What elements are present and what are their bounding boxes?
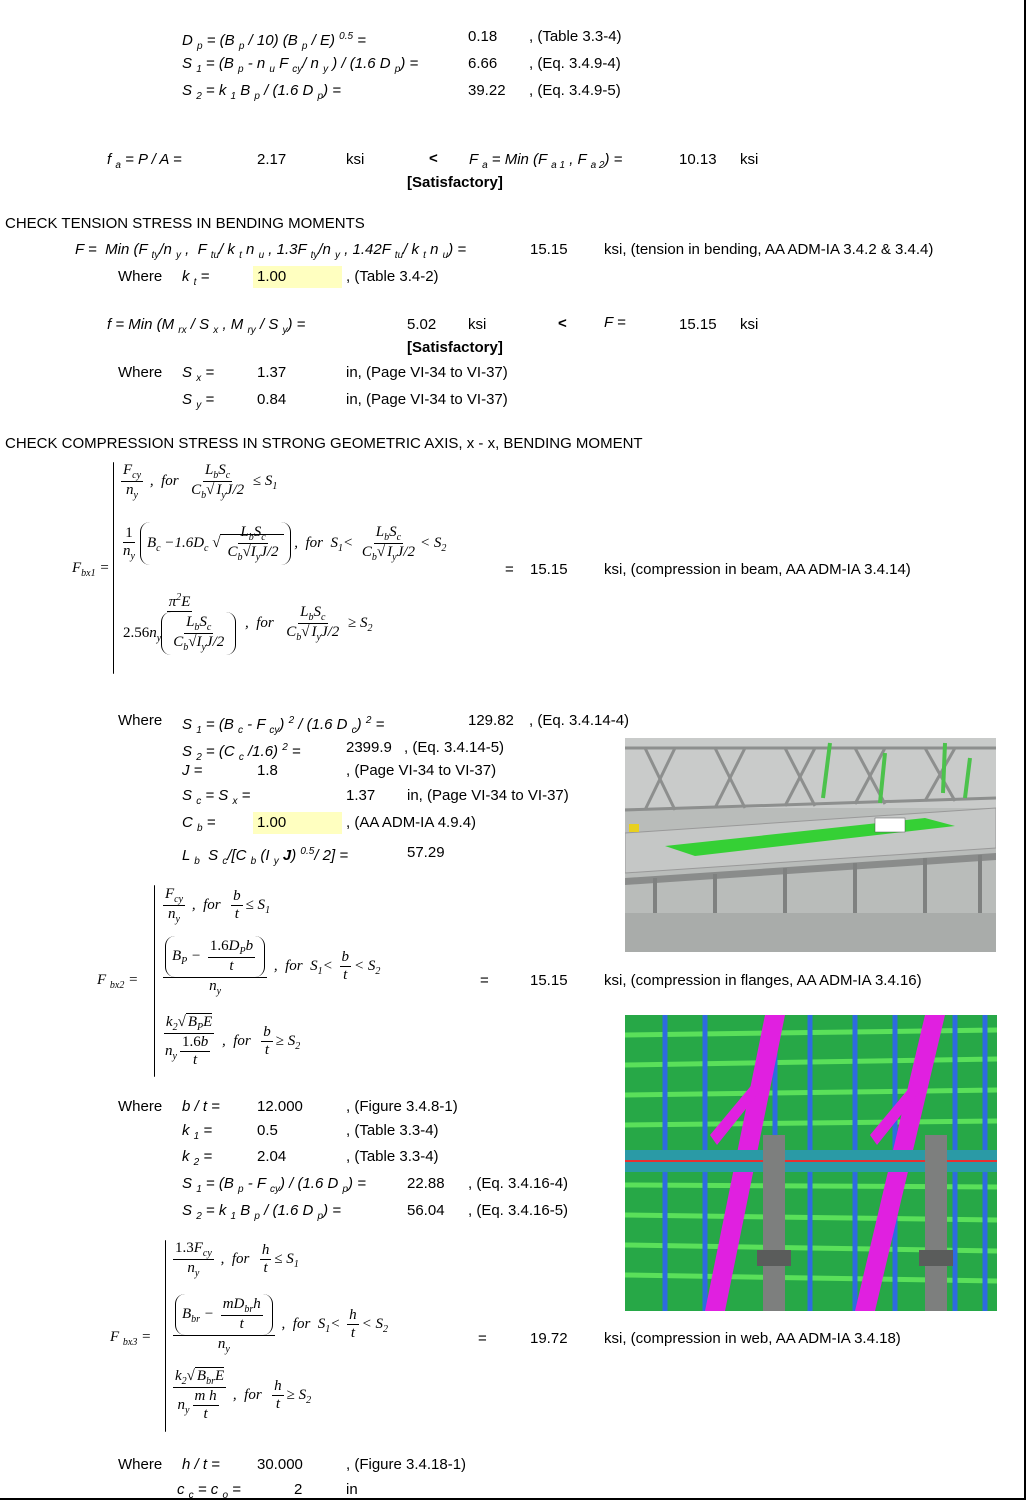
k1-label: k $_1$ = [182, 1122, 213, 1142]
j-label: J = [182, 762, 203, 779]
cb-ref: , (AA ADM-IA 4.9.4) [346, 814, 477, 831]
Fa-unit: ksi [740, 151, 759, 168]
bt-ref: , (Figure 3.4.8-1) [346, 1098, 458, 1115]
fbx3-brace [165, 1240, 166, 1432]
sy-value: 0.84 [257, 391, 287, 408]
satisfactory-1: [Satisfactory] [407, 174, 503, 191]
cc-label: c $_c$ = c $_o$ = [177, 1481, 241, 1501]
fbx2-symbol: F $_{bx2}$ = [97, 972, 139, 991]
fa-unit: ksi [346, 151, 365, 168]
cb-value: 1.00 [257, 814, 287, 831]
fa-label: f $_a$ = P / A = [107, 151, 182, 171]
fbx2-value: 15.15 [530, 972, 568, 989]
fbx1-brace [113, 462, 114, 674]
F-tension-ref: ksi, (tension in bending, AA ADM-IA 3.4.2 & 3.4.4) [604, 241, 934, 258]
s1-ref: , (Eq. 3.4.9-4) [529, 55, 621, 72]
fbx2-case3: $k_2√$ $B_PE$ $n_y$ $\frac{1.6b}{t}$ , for $\frac{b}{t}$ ≥ $S_2$ [165, 1014, 301, 1068]
fbx3-symbol: F $_{bx3}$ = [110, 1329, 152, 1348]
k2-ref: , (Table 3.3-4) [346, 1148, 439, 1165]
fbx1-ref: ksi, (compression in beam, AA ADM-IA 3.4.14) [604, 561, 911, 578]
section-compression-heading: CHECK COMPRESSION STRESS IN STRONG GEOMETRIC AXIS, x - x, BENDING MOMENT [5, 435, 643, 452]
F-tension-value: 15.15 [530, 241, 568, 258]
w-s1-label: S $_1$ = (B $_c$ - F $_{cy}$) $^2$ / (1.6 D $_c$) $^2$ = [182, 715, 385, 736]
fbx1-symbol: $F_{bx1}$ = [72, 560, 110, 579]
s2-ref: , (Eq. 3.4.9-5) [529, 82, 621, 99]
sx-value: 1.37 [257, 364, 287, 381]
fa-value: 2.17 [257, 151, 287, 168]
ht-value: 30.000 [257, 1456, 303, 1473]
dp-ref: , (Table 3.3-4) [529, 28, 622, 45]
fbx3-case1: $\frac{1.3F_{cy}}{n_y}$ , for $\frac{h}{t}$ ≤ $S_1$ [175, 1240, 299, 1279]
f-less-than: < [558, 315, 567, 332]
j-value: 1.8 [257, 762, 278, 779]
k2-label: k $_2$ = [182, 1148, 213, 1168]
sc-label: S $_c$ = S $_x$ = [182, 787, 251, 807]
F2-value: 15.15 [679, 316, 717, 333]
sy-ref: in, (Page VI-34 to VI-37) [346, 391, 508, 408]
ht-ref: , (Figure 3.4.18-1) [346, 1456, 467, 1473]
j-ref: , (Page VI-34 to VI-37) [346, 762, 497, 779]
f-bending-label: f = Min (M $_{rx}$ / S $_x$ , M $_{ry}$ / S $_y$) = [107, 316, 306, 336]
fbx3-equals: = [478, 1330, 487, 1347]
s1-label: S $_1$ = (B $_p$ - n $_u$ F $_{cy}$/ n $_y$ ) / (1.6 D $_p$) = [182, 55, 419, 75]
fbx2-case2: $B_P$ − $\frac{1.6D_Pb}{t}$ $n_y$ , for $S_1<$ $\frac{b}{t}$ < $S_2$ [160, 936, 380, 997]
f2s1-label: S $_1$ = (B $_p$ - F $_{cy}$) / (1.6 D $_p$) = [182, 1175, 366, 1195]
fbx1-case1: $\frac{F_{cy}}{n_y}$ , for $\frac{L_bS_c}{C_b√ I_yJ/2}$ ≤ $S_1$ [123, 462, 278, 501]
f2s2-ref: , (Eq. 3.4.16-5) [468, 1202, 569, 1219]
fbx3-case3: $k_2√$ $B_{br}E$ $n_y$ $\frac{\text{m h}}{t}$ , for $\frac{h}{t}$ ≥ $S_2$ [175, 1368, 312, 1422]
satisfactory-2: [Satisfactory] [407, 339, 503, 356]
dp-label: D $_p$ = (B $_p$ / 10) (B $_p$ / E) $^{0.5}$ = [182, 31, 366, 52]
Fa-value: 10.13 [679, 151, 717, 168]
kt-ref: , (Table 3.4-2) [346, 268, 439, 285]
fbx1-value: 15.15 [530, 561, 568, 578]
fbx2-ref: ksi, (compression in flanges, AA ADM-IA 3.4.16) [604, 972, 922, 989]
lb-value: 57.29 [407, 844, 445, 861]
truss-model-figure [625, 738, 996, 952]
k1-ref: , (Table 3.3-4) [346, 1122, 439, 1139]
fbx1-case2: $\frac{1}{n_y}$ $B_c -1.6D_c$ √ $\frac{L_bS_c}{C_b√I_yJ/2}$ , for $S_1<$ $\frac{L_bS_c}{C_b√ I_yJ/2}$ < $S_2$ [123, 524, 447, 563]
k1-value: 0.5 [257, 1122, 278, 1139]
fbx2-brace [154, 885, 155, 1077]
f2s2-label: S $_2$ = k $_1$ B $_p$ / (1.6 D $_p$) = [182, 1202, 342, 1222]
s2-label: S $_2$ = k $_1$ B $_p$ / (1.6 D $_p$) = [182, 82, 342, 102]
bt-value: 12.000 [257, 1098, 303, 1115]
dp-value: 0.18 [468, 28, 498, 45]
where-label: Where [118, 712, 163, 729]
where-label: Where [118, 1098, 163, 1115]
fbx3-ref: ksi, (compression in web, AA ADM-IA 3.4.18) [604, 1330, 901, 1347]
w-s2-value: 2399.9 [346, 739, 392, 756]
fbx1-case3: $\pi^2E$ $2.56n_y$ $\frac{L_bS_c}{C_b√I_yJ/2}$ , for $\frac{L_bS_c}{C_b√ I_yJ/2}$ ≥ $S_2$ [123, 592, 373, 653]
fbx3-case2: $B_{br}$ − $\frac{mD_{br}h}{t}$ $n_y$ , for $S_1<$ $\frac{h}{t}$ < $S_2$ [170, 1294, 388, 1355]
sx-label: S $_x$ = [182, 364, 215, 384]
ht-label: h / t = [182, 1456, 220, 1473]
cc-unit: in [346, 1481, 358, 1498]
w-s1-value: 129.82 [468, 712, 514, 729]
sc-value: 1.37 [346, 787, 376, 804]
structure-model-figure [625, 1015, 997, 1311]
f-bending-unit: ksi [468, 316, 487, 333]
where-label: Where [118, 364, 163, 381]
f2s2-value: 56.04 [407, 1202, 445, 1219]
cc-value: 2 [294, 1481, 303, 1498]
where-label: Where [118, 1456, 163, 1473]
fbx3-value: 19.72 [530, 1330, 568, 1347]
f-bending-value: 5.02 [407, 316, 437, 333]
f2s1-value: 22.88 [407, 1175, 445, 1192]
where-label: Where [118, 268, 163, 285]
sc-ref: in, (Page VI-34 to VI-37) [407, 787, 569, 804]
fbx2-equals: = [480, 972, 489, 989]
F-tension-label: F = Min (F $_{ty}$/n $_y$ , F $_{tu}$/ k $_t$ n $_u$ , 1.3F $_{ty}$/n $_y$ , 1.42F $_{tu}$/ k $_t$ n $_u$) = [75, 241, 467, 261]
sx-ref: in, (Page VI-34 to VI-37) [346, 364, 508, 381]
F2-label: F = [604, 314, 626, 331]
fa-less-than: < [429, 150, 438, 167]
f2s1-ref: , (Eq. 3.4.16-4) [468, 1175, 569, 1192]
fbx1-equals: = [505, 561, 514, 578]
s2-value: 39.22 [468, 82, 506, 99]
k2-value: 2.04 [257, 1148, 287, 1165]
Fa-label: F $_a$ = Min (F $_{a 1}$ , F $_{a 2}$) = [469, 151, 623, 171]
fbx2-case1: $\frac{F_{cy}}{n_y}$ , for $\frac{b}{t}$ ≤ $S_1$ [165, 886, 271, 925]
w-s2-ref: , (Eq. 3.4.14-5) [404, 739, 505, 756]
kt-label: k $_t$ = [182, 268, 210, 288]
sy-label: S $_y$ = [182, 391, 215, 411]
s1-value: 6.66 [468, 55, 498, 72]
section-tension-heading: CHECK TENSION STRESS IN BENDING MOMENTS [5, 215, 365, 232]
w-s1-ref: , (Eq. 3.4.14-4) [529, 712, 630, 729]
lb-label: L $_b$ S $_c$/[C $_b$ (I $_y$ J) $^{0.5}$/ 2] = [182, 846, 349, 867]
w-s2-label: S $_2$ = (C $_c$ /1.6) $^2$ = [182, 742, 301, 763]
bt-label: b / t = [182, 1098, 220, 1115]
kt-value: 1.00 [257, 268, 287, 285]
F2-unit: ksi [740, 316, 759, 333]
cb-label: C $_b$ = [182, 814, 216, 834]
